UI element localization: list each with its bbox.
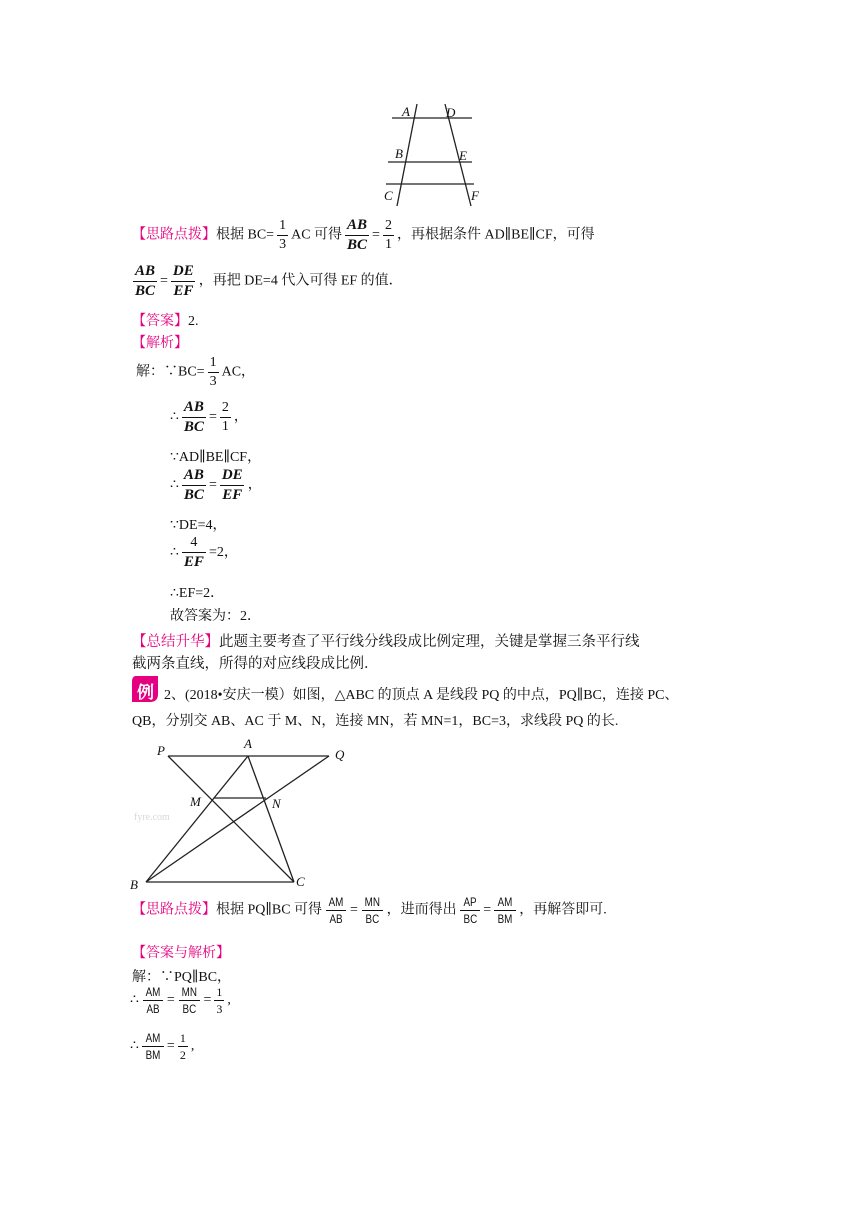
hint1-text1: 根据 BC= xyxy=(216,227,275,243)
hint1-tag: 【思路点拨】 xyxy=(132,227,216,243)
analysis2-tag: 【答案与解析】 xyxy=(132,946,230,961)
answer1-value: 2. xyxy=(188,314,199,329)
hint1-text4: ，再把 DE=4 代入可得 EF 的值． xyxy=(198,273,403,289)
hint1-line1: 【思路点拨】根据 BC= $\frac{1}{3}$ AC 可得 $\frac{AB}{BC}$ = $\frac{2}{1}$ ，再根据条件 AD∥BE∥CF，可得 xyxy=(132,217,595,253)
fraction-am-bm-2: $\frac{AM}{BM}$ xyxy=(142,1032,164,1061)
label-B: B xyxy=(395,146,403,161)
fraction-one-half: $\frac{1}{2}$ xyxy=(179,1031,186,1062)
label-A2: A xyxy=(244,736,252,751)
fraction-de-ef: $\frac{DE}{EF}$ xyxy=(172,263,194,299)
label-C: C xyxy=(384,188,393,203)
fraction-de-ef-2: $\frac{DE}{EF}$ xyxy=(221,467,243,503)
summary1-line2: 截两条直线，所得的对应线段成比例． xyxy=(132,656,379,672)
example2-line1: 2、(2018•安庆一模）如图，△ABC 的顶点 A 是线段 PQ 的中点，PQ∥BC，连接 PC、 xyxy=(164,688,679,703)
hint2-line: 【思路点拨】根据 PQ∥BC 可得 $\frac{AM}{AB}$ = $\frac{MN}{BC}$ ，进而得出 $\frac{AP}{BC}$ = $\frac{AM}{BM}$ ，再解答即可. xyxy=(132,895,607,926)
example-badge-label: 例 xyxy=(137,683,154,703)
analysis1-line1: 解：∵BC= $\frac{1}{3}$ AC， xyxy=(136,355,256,389)
figure-triangle xyxy=(126,736,362,892)
label-M: M xyxy=(190,794,201,809)
answer1 xyxy=(132,310,199,330)
fraction-am-bm: $\frac{AM}{BM}$ xyxy=(494,896,516,925)
analysis1-line3: ∵AD∥BE∥CF， xyxy=(170,450,262,465)
analysis1-line8: 故答案为：2． xyxy=(170,609,261,624)
summary1-tag: 【总结升华】 xyxy=(132,634,219,650)
fraction-am-ab-2: $\frac{AM}{AB}$ xyxy=(142,986,164,1015)
hint1-line2: $\frac{AB}{BC}$ = $\frac{DE}{EF}$ ，再把 DE=4 代入可得 EF 的值． xyxy=(135,263,403,299)
hint2-tag: 【思路点拨】 xyxy=(132,902,216,918)
analysis1-line6: ∴ $\frac{4}{EF}$ =2， xyxy=(170,535,238,570)
label-P: P xyxy=(157,743,165,758)
analysis1-line4: ∴ $\frac{AB}{BC}$ = $\frac{DE}{EF}$ ， xyxy=(170,467,262,503)
fraction-ab-bc-2: $\frac{AB}{BC}$ xyxy=(135,263,156,299)
hint1-text2: AC 可得 xyxy=(291,227,343,243)
fraction-one-third-3: $\frac{1}{3}$ xyxy=(216,985,223,1016)
fraction-four-ef: $\frac{4}{EF}$ xyxy=(183,535,204,570)
fraction-am-ab: $\frac{AM}{AB}$ xyxy=(325,896,347,925)
fraction-two-one: $\frac{2}{1}$ xyxy=(384,218,392,252)
fraction-two-one-2: $\frac{2}{1}$ xyxy=(221,400,229,434)
fraction-ab-bc: $\frac{AB}{BC}$ xyxy=(347,217,368,253)
fraction-ab-bc-4: $\frac{AB}{BC}$ xyxy=(183,467,204,503)
label-C2: C xyxy=(296,874,305,889)
watermark: fyre.com xyxy=(134,812,170,823)
label-E: E xyxy=(459,148,467,163)
fraction-one-third-2: $\frac{1}{3}$ xyxy=(209,355,217,389)
fraction-mn-bc-2: $\frac{MN}{BC}$ xyxy=(178,986,201,1015)
analysis2-line3: ∴ $\frac{AM}{BM}$ = $\frac{1}{2}$ , xyxy=(130,1031,195,1062)
fraction-mn-bc: $\frac{MN}{BC}$ xyxy=(361,896,384,925)
analysis1-tag: 【解析】 xyxy=(132,336,188,351)
figure-parallel-lines xyxy=(380,102,480,208)
label-Q: Q xyxy=(335,747,345,762)
analysis2-line2: ∴ $\frac{AM}{AB}$ = $\frac{MN}{BC}$ = $\frac{1}{3}$ , xyxy=(130,985,231,1016)
figure-parallel-lines-svg xyxy=(380,102,480,208)
analysis1-line2: ∴ $\frac{AB}{BC}$ = $\frac{2}{1}$ ， xyxy=(170,399,248,435)
analysis1-line7: ∴EF=2． xyxy=(170,586,225,601)
label-B2: B xyxy=(130,877,138,892)
analysis2-line1: 解：∵PQ∥BC， xyxy=(132,970,232,985)
fraction-ab-bc-3: $\frac{AB}{BC}$ xyxy=(183,399,204,435)
label-A: A xyxy=(402,104,410,119)
hint1-text3: ，再根据条件 AD∥BE∥CF，可得 xyxy=(396,227,595,243)
answer1-tag: 【答案】 xyxy=(132,314,188,329)
label-D: D xyxy=(446,105,456,120)
example2-line2: QB，分别交 AB、AC 于 M、N，连接 MN，若 MN=1，BC=3，求线段 PQ 的长. xyxy=(132,714,619,729)
fraction-one-third: $\frac{1}{3}$ xyxy=(279,218,287,252)
label-F: F xyxy=(471,188,479,203)
example-badge xyxy=(130,674,160,704)
figure-triangle-svg xyxy=(126,736,362,892)
analysis1-line5: ∵DE=4， xyxy=(170,518,227,533)
label-N: N xyxy=(272,796,281,811)
summary1-line1: 【总结升华】此题主要考查了平行线分线段成比例定理，关键是掌握三条平行线 xyxy=(132,634,640,650)
fraction-ap-bc: $\frac{AP}{BC}$ xyxy=(460,896,481,925)
